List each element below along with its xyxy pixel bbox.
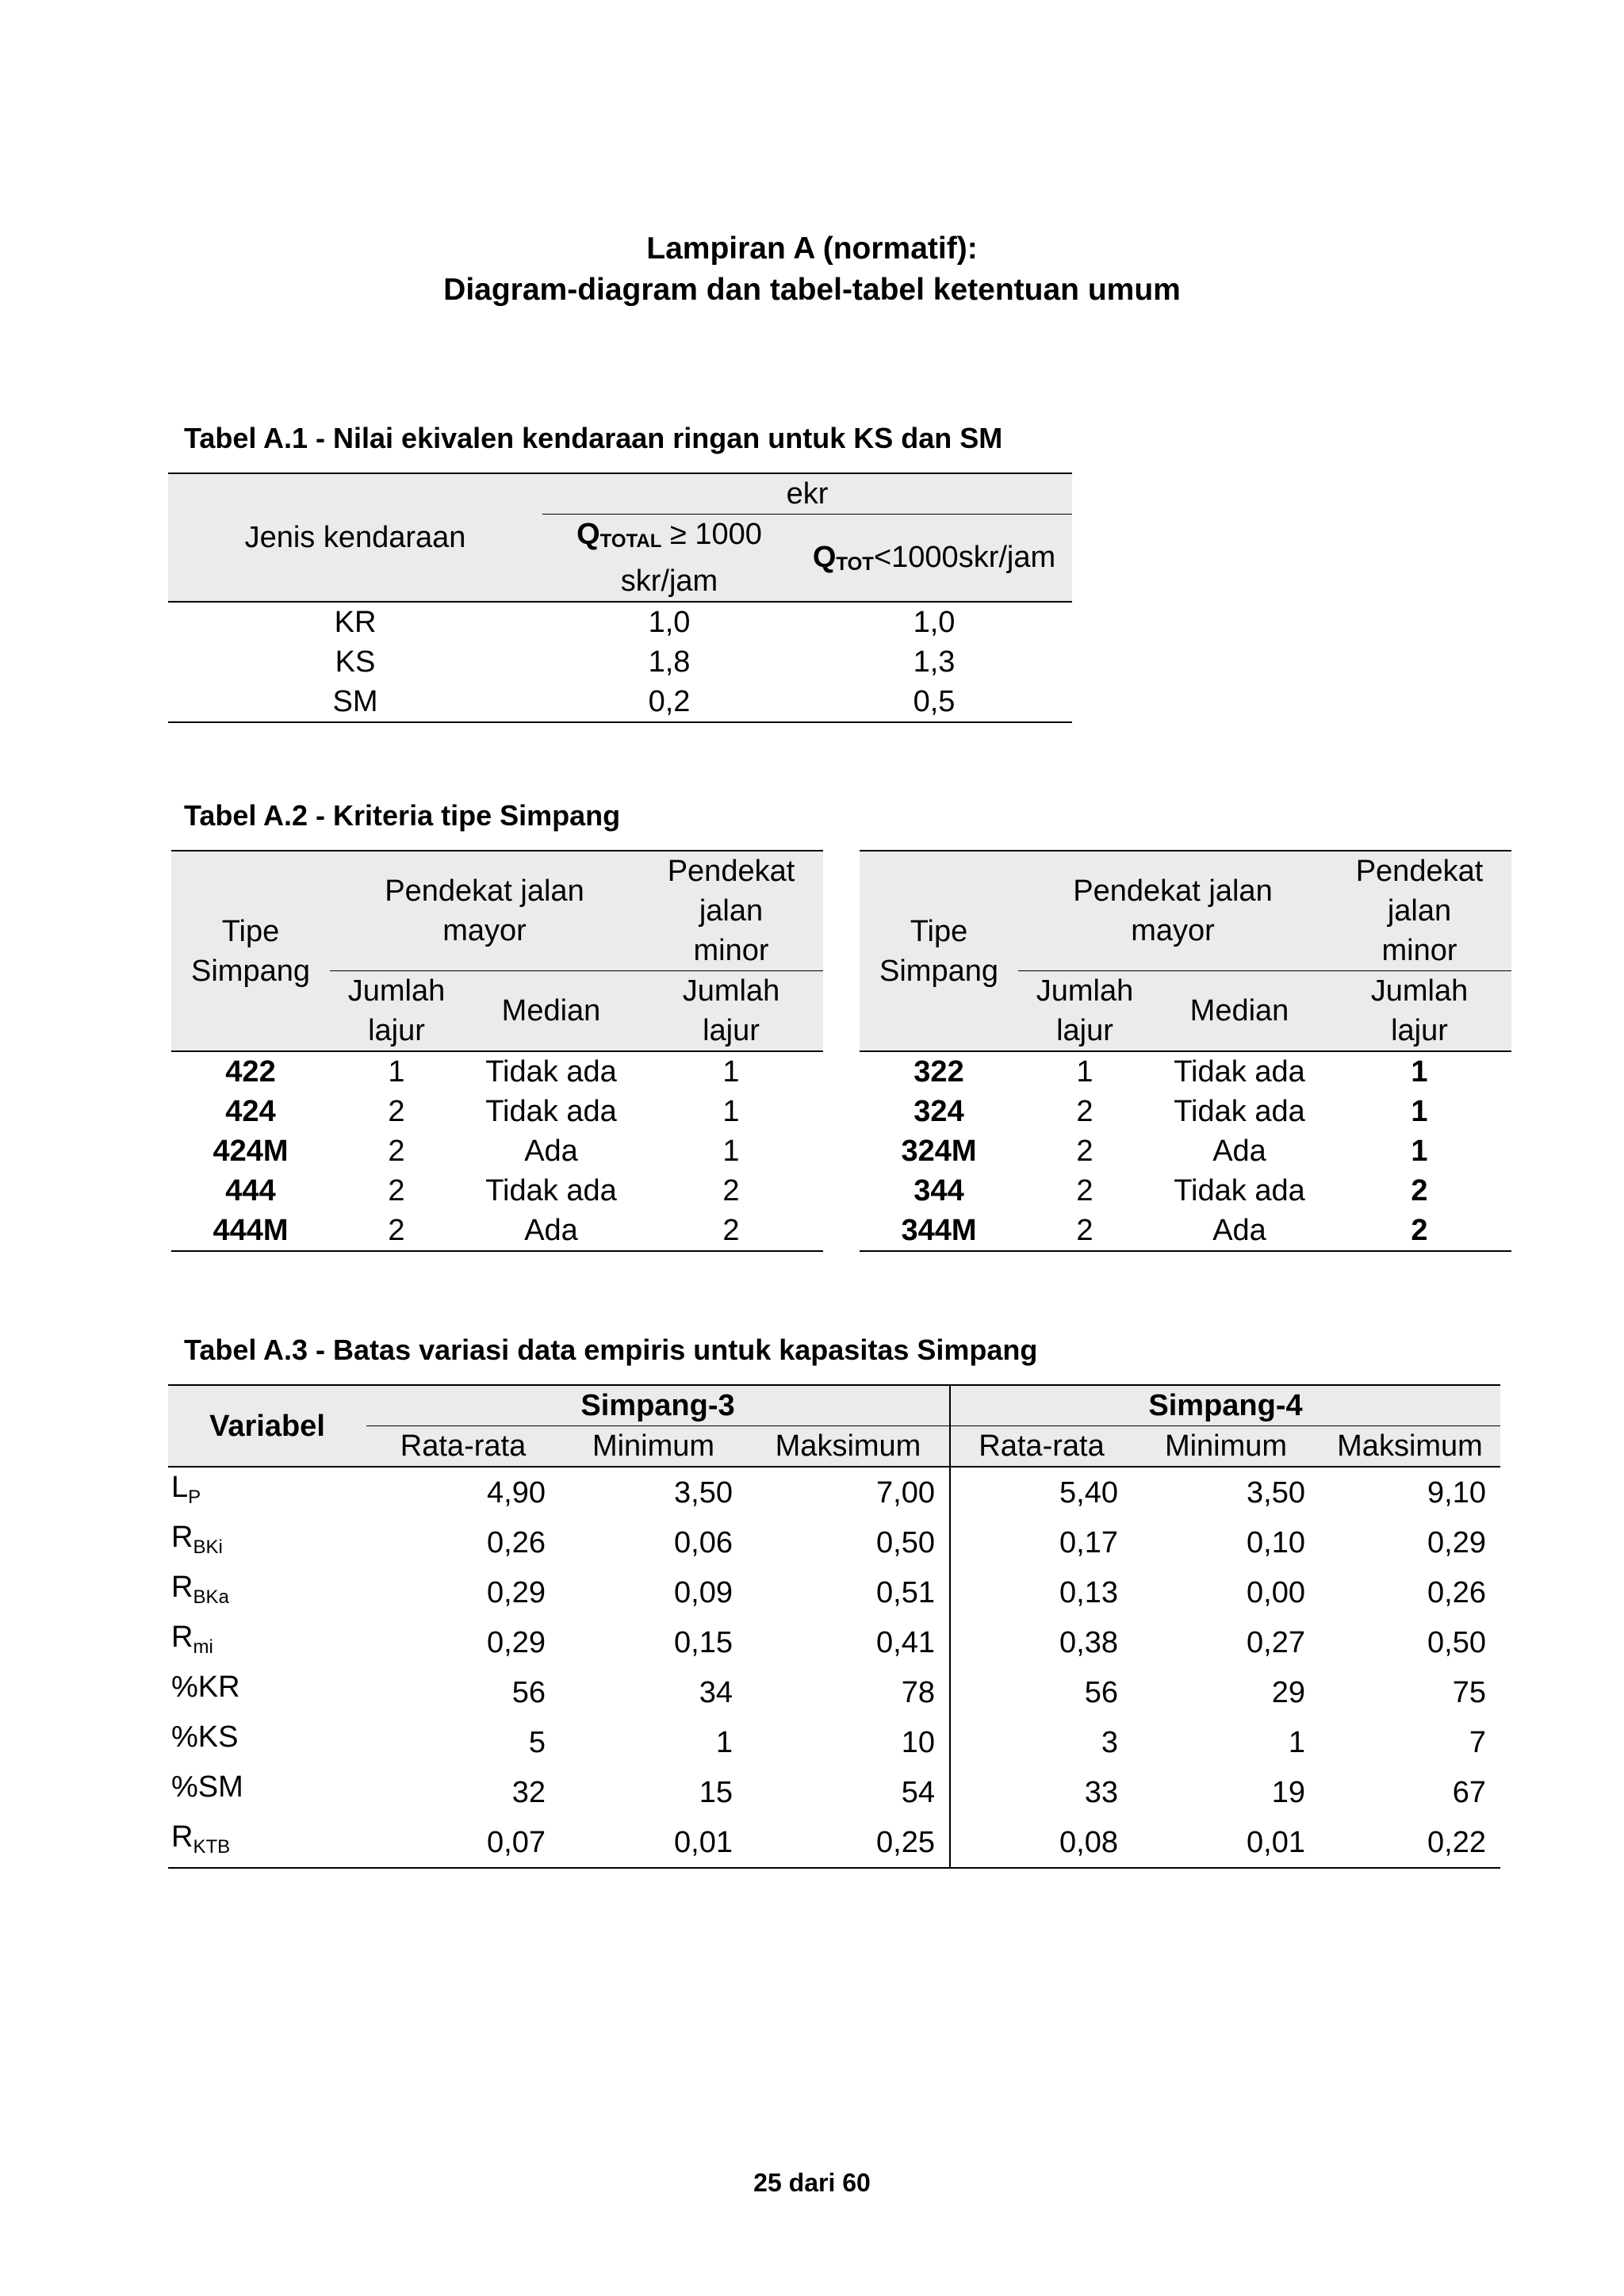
value-cell: 3 [950, 1717, 1132, 1767]
variabel-cell: $L_P$ [171, 1471, 201, 1508]
variabel-cell: $R_{mi}$ [171, 1621, 213, 1658]
value-cell: 7 [1469, 1725, 1486, 1759]
table-row [168, 1717, 1500, 1767]
value-cell: 10 [901, 1725, 935, 1759]
header-ekr: ekr [542, 473, 1072, 515]
table-row: 424 2 Tidak ada 1 [225, 1095, 740, 1128]
header-jumlah-lajur: Jumlah lajur [1018, 971, 1151, 1052]
header-minimum: Minimum [1132, 1426, 1320, 1468]
table-row: 324 2 Tidak ada 1 [914, 1095, 1428, 1128]
header-pendekat-mayor: Pendekat jalan mayor [1018, 851, 1327, 971]
value-cell: 34 [699, 1675, 733, 1709]
table-row: KR 1,0 1,0 [334, 605, 956, 639]
value-cell: 0,07 [366, 1817, 560, 1868]
header-minimum: Minimum [560, 1426, 747, 1468]
value-cell: 0,09 [674, 1575, 733, 1609]
table-row [168, 1517, 1500, 1567]
value-cell: 0,25 [747, 1817, 950, 1868]
header-pendekat-minor: Pendekat jalan minor [639, 851, 823, 971]
header-rata-rata: Rata-rata [950, 1426, 1132, 1468]
table-a2-left [171, 850, 823, 1252]
value-cell: 56 [511, 1675, 546, 1709]
header-rata-rata: Rata-rata [366, 1426, 560, 1468]
value-cell: 33 [950, 1767, 1132, 1817]
header-q-tot: QTOT<1000skr/jam [796, 515, 1072, 603]
value-cell: 0,22 [1320, 1817, 1500, 1868]
table-row: 422 1 Tidak ada 1 [225, 1055, 740, 1089]
value-cell: 0,00 [1247, 1575, 1305, 1609]
value-cell: 0,26 [487, 1525, 546, 1559]
value-cell: 3,50 [674, 1475, 733, 1510]
title-line-1: Lampiran A (normatif): [646, 232, 978, 266]
header-pendekat-minor: Pendekat jalan minor [1327, 851, 1511, 971]
value-cell: 1 [715, 1725, 733, 1759]
table-row: 344 2 Tidak ada 2 [914, 1174, 1428, 1207]
variabel-cell: %KS [171, 1720, 239, 1754]
value-cell: 7,00 [876, 1475, 935, 1510]
header-median: Median [1151, 971, 1327, 1052]
table-a2-right [860, 850, 1511, 1252]
value-cell: 29 [1271, 1675, 1305, 1709]
value-cell: 54 [901, 1775, 935, 1809]
table-row: 322 1 Tidak ada 1 [914, 1055, 1428, 1089]
variabel-cell: %SM [171, 1770, 243, 1804]
value-cell: 56 [950, 1667, 1132, 1717]
page-footer: 25 dari 60 [753, 2168, 871, 2197]
value-cell: 0,27 [1247, 1625, 1305, 1659]
header-tipe-simpang: Tipe Simpang [860, 851, 1018, 1051]
table-a1 [168, 473, 1072, 723]
table-row: 424M 2 Ada 1 [213, 1135, 740, 1168]
header-jumlah-lajur-minor: Jumlah lajur [639, 971, 823, 1052]
value-cell: 5,40 [950, 1467, 1132, 1517]
value-cell: 0,51 [876, 1575, 935, 1609]
value-cell: 19 [1271, 1775, 1305, 1809]
value-cell: 0,29 [487, 1575, 546, 1609]
value-cell: 15 [699, 1775, 733, 1809]
value-cell: 4,90 [487, 1475, 546, 1510]
value-cell: 1 [1288, 1725, 1305, 1759]
table-row: 324M 2 Ada 1 [901, 1135, 1428, 1168]
header-maksimum: Maksimum [747, 1426, 950, 1468]
value-cell: 75 [1452, 1675, 1486, 1709]
header-pendekat-mayor: Pendekat jalan mayor [330, 851, 639, 971]
header-jumlah-lajur: Jumlah lajur [330, 971, 463, 1052]
header-simpang-4: Simpang-4 [950, 1385, 1500, 1426]
variabel-cell: %KR [171, 1670, 240, 1704]
table-row [168, 1567, 1500, 1617]
header-jenis-kendaraan: Jenis kendaraan [168, 473, 542, 602]
table-row [168, 1767, 1500, 1817]
table-row: KS 1,8 1,3 [335, 645, 956, 679]
value-cell: 3,50 [1247, 1475, 1305, 1510]
variabel-cell: $R_{BKi}$ [171, 1521, 223, 1558]
header-q-total: QTOTAL ≥ 1000 skr/jam [542, 515, 796, 603]
value-cell: 0,01 [1132, 1817, 1320, 1868]
table-row: SM 0,2 0,5 [168, 682, 1072, 722]
value-cell: 0,01 [560, 1817, 747, 1868]
value-cell: 78 [901, 1675, 935, 1709]
header-maksimum: Maksimum [1320, 1426, 1500, 1468]
value-cell: 0,29 [1427, 1525, 1486, 1559]
page-title [0, 228, 1624, 311]
value-cell: 0,08 [950, 1817, 1132, 1868]
header-tipe-simpang: Tipe Simpang [171, 851, 330, 1051]
value-cell: 0,15 [674, 1625, 733, 1659]
value-cell: 9,10 [1427, 1475, 1486, 1510]
table2-caption: Tabel A.2 - Kriteria tipe Simpang [184, 799, 621, 832]
table-row: 444M 2 Ada 2 [171, 1211, 823, 1251]
value-cell: 0,29 [487, 1625, 546, 1659]
header-median: Median [463, 971, 639, 1052]
value-cell: 0,13 [950, 1567, 1132, 1617]
value-cell: 0,38 [950, 1617, 1132, 1667]
variabel-cell: $R_{BKa}$ [171, 1571, 229, 1608]
value-cell: 32 [511, 1775, 546, 1809]
value-cell: 0,50 [1427, 1625, 1486, 1659]
value-cell: 0,41 [876, 1625, 935, 1659]
table-row [168, 1617, 1500, 1667]
value-cell: 0,50 [876, 1525, 935, 1559]
table-row [168, 1667, 1500, 1717]
table-row: 344M 2 Ada 2 [860, 1211, 1511, 1251]
table3-caption: Tabel A.3 - Batas variasi data empiris untuk kapasitas Simpang [184, 1334, 1038, 1366]
table-a3 [168, 1384, 1500, 1869]
table-row [168, 1467, 1500, 1517]
value-cell: 0,26 [1427, 1575, 1486, 1609]
table1-caption: Tabel A.1 - Nilai ekivalen kendaraan ringan untuk KS dan SM [184, 422, 1003, 454]
table-row [168, 1817, 1500, 1868]
title-line-2: Diagram-diagram dan tabel-tabel ketentuan umum [443, 273, 1181, 307]
table-row: 444 2 Tidak ada 2 [225, 1174, 740, 1207]
header-variabel: Variabel [168, 1385, 366, 1467]
variabel-cell: $R_{KTB}$ [168, 1817, 366, 1868]
value-cell: 5 [528, 1725, 546, 1759]
header-jumlah-lajur-minor: Jumlah lajur [1327, 971, 1511, 1052]
value-cell: 67 [1452, 1775, 1486, 1809]
value-cell: 0,06 [674, 1525, 733, 1559]
value-cell: 0,17 [950, 1517, 1132, 1567]
header-simpang-3: Simpang-3 [366, 1385, 950, 1426]
value-cell: 0,10 [1247, 1525, 1305, 1559]
